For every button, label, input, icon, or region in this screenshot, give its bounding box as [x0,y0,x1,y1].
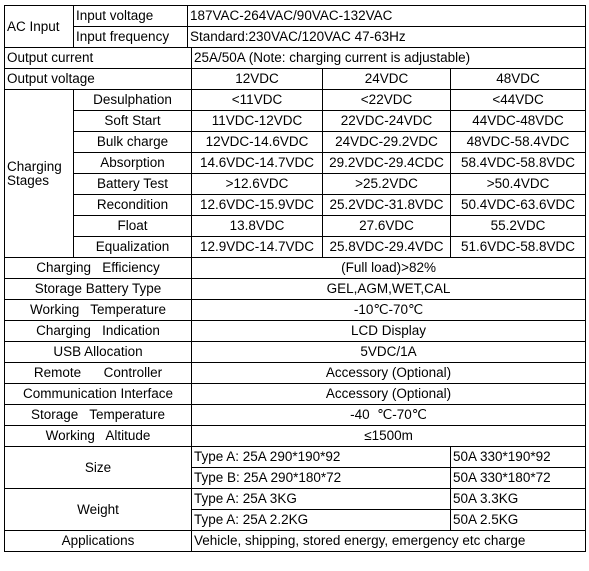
row-stage [5,153,586,174]
row-stage [5,195,586,216]
output-current-label: Output current [5,48,192,69]
row-spec [5,342,586,363]
row-spec [5,363,586,384]
output-voltage-48v: 48VDC [451,69,586,90]
charging-stages-line2: Stages [7,172,50,188]
stage-name: Battery Test [74,174,192,195]
stage-value-24v: 27.6VDC [323,216,451,237]
row-input-frequency [5,27,586,48]
stage-name: Bulk charge [74,132,192,153]
spec-value: GEL,AGM,WET,CAL [192,279,586,300]
stage-value-24v: 22VDC-24VDC [323,111,451,132]
stage-value-24v: >25.2VDC [323,174,451,195]
applications-value: Vehicle, shipping, stored energy, emergency etc charge [192,531,586,552]
output-voltage-12v: 12VDC [192,69,323,90]
input-voltage-value: 187VAC-264VAC/90VAC-132VAC [188,6,586,27]
size-25a: Type B: 25A 290*180*72 [192,468,451,489]
row-spec [5,426,586,447]
weight-25a: Type A: 25A 3KG [192,489,451,510]
stage-value-24v: 25.2VDC-31.8VDC [323,195,451,216]
charging-stages-line1: Charging [7,158,62,174]
stage-value-12v: 11VDC-12VDC [192,111,323,132]
size-50a: 50A 330*190*92 [451,447,586,468]
size-50a: 50A 330*180*72 [451,468,586,489]
stage-value-12v: 12.9VDC-14.7VDC [192,237,323,258]
stage-value-12v: 14.6VDC-14.7VDC [192,153,323,174]
row-output-voltage [5,69,586,90]
spec-value: LCD Display [192,321,586,342]
spec-value: (Full load)>82% [192,258,586,279]
spec-label: Storage Temperature [5,405,192,426]
input-frequency-value: Standard:230VAC/120VAC 47-63Hz [188,27,586,48]
input-voltage-label: Input voltage [74,6,188,27]
output-voltage-label: Output voltage [5,69,192,90]
stage-value-48v: 51.6VDC-58.8VDC [451,237,586,258]
spec-label: USB Allocation [5,342,192,363]
spec-value: -40 ℃-70℃ [192,405,586,426]
spec-label: Storage Battery Type [5,279,192,300]
weight-label: Weight [5,489,192,531]
spec-label: Charging Indication [5,321,192,342]
stage-value-48v: 58.4VDC-58.8VDC [451,153,586,174]
stage-value-24v: <22VDC [323,90,451,111]
stage-value-24v: 29.2VDC-29.4CDC [323,153,451,174]
stage-value-48v: 48VDC-58.4VDC [451,132,586,153]
row-stage [5,237,586,258]
row-input-voltage [5,6,586,27]
size-label: Size [5,447,192,489]
stage-value-48v: 44VDC-48VDC [451,111,586,132]
weight-25a: Type A: 25A 2.2KG [192,510,451,531]
row-stage [5,174,586,195]
row-output-current [5,48,586,69]
stage-value-12v: <11VDC [192,90,323,111]
charging-stages-label [5,90,74,258]
row-spec [5,300,586,321]
stage-value-12v: 12VDC-14.6VDC [192,132,323,153]
spec-value: Accessory (Optional) [192,384,586,405]
stage-value-24v: 25.8VDC-29.4VDC [323,237,451,258]
row-size [5,447,586,468]
row-stage [5,132,586,153]
stage-name: Float [74,216,192,237]
spec-value: ≤1500m [192,426,586,447]
spec-value: 5VDC/1A [192,342,586,363]
output-current-value: 25A/50A (Note: charging current is adjustable) [192,48,586,69]
stage-name: Equalization [74,237,192,258]
stage-value-48v: <44VDC [451,90,586,111]
ac-input-label: AC Input [5,6,74,48]
row-spec [5,321,586,342]
stage-value-48v: 55.2VDC [451,216,586,237]
row-spec [5,279,586,300]
input-frequency-label: Input frequency [74,27,188,48]
spec-label: Working Altitude [5,426,192,447]
stage-value-24v: 24VDC-29.2VDC [323,132,451,153]
row-spec [5,258,586,279]
spec-value: -10℃-70℃ [192,300,586,321]
spec-value: Accessory (Optional) [192,363,586,384]
row-spec [5,384,586,405]
weight-50a: 50A 3.3KG [451,489,586,510]
spec-table [4,5,586,552]
applications-label: Applications [5,531,192,552]
size-25a: Type A: 25A 290*190*92 [192,447,451,468]
stage-name: Recondition [74,195,192,216]
row-weight [5,489,586,510]
stage-value-12v: 13.8VDC [192,216,323,237]
row-stage [5,111,586,132]
spec-label: Remote Controller [5,363,192,384]
row-applications [5,531,586,552]
stage-value-12v: 12.6VDC-15.9VDC [192,195,323,216]
stage-value-48v: >50.4VDC [451,174,586,195]
spec-label: Working Temperature [5,300,192,321]
stage-value-12v: >12.6VDC [192,174,323,195]
spec-label: Communication Interface [5,384,192,405]
row-stage [5,216,586,237]
stage-name: Desulphation [74,90,192,111]
row-spec [5,405,586,426]
stage-name: Absorption [74,153,192,174]
stage-name: Soft Start [74,111,192,132]
output-voltage-24v: 24VDC [323,69,451,90]
weight-50a: 50A 2.5KG [451,510,586,531]
stage-value-48v: 50.4VDC-63.6VDC [451,195,586,216]
row-stage [5,90,586,111]
spec-label: Charging Efficiency [5,258,192,279]
